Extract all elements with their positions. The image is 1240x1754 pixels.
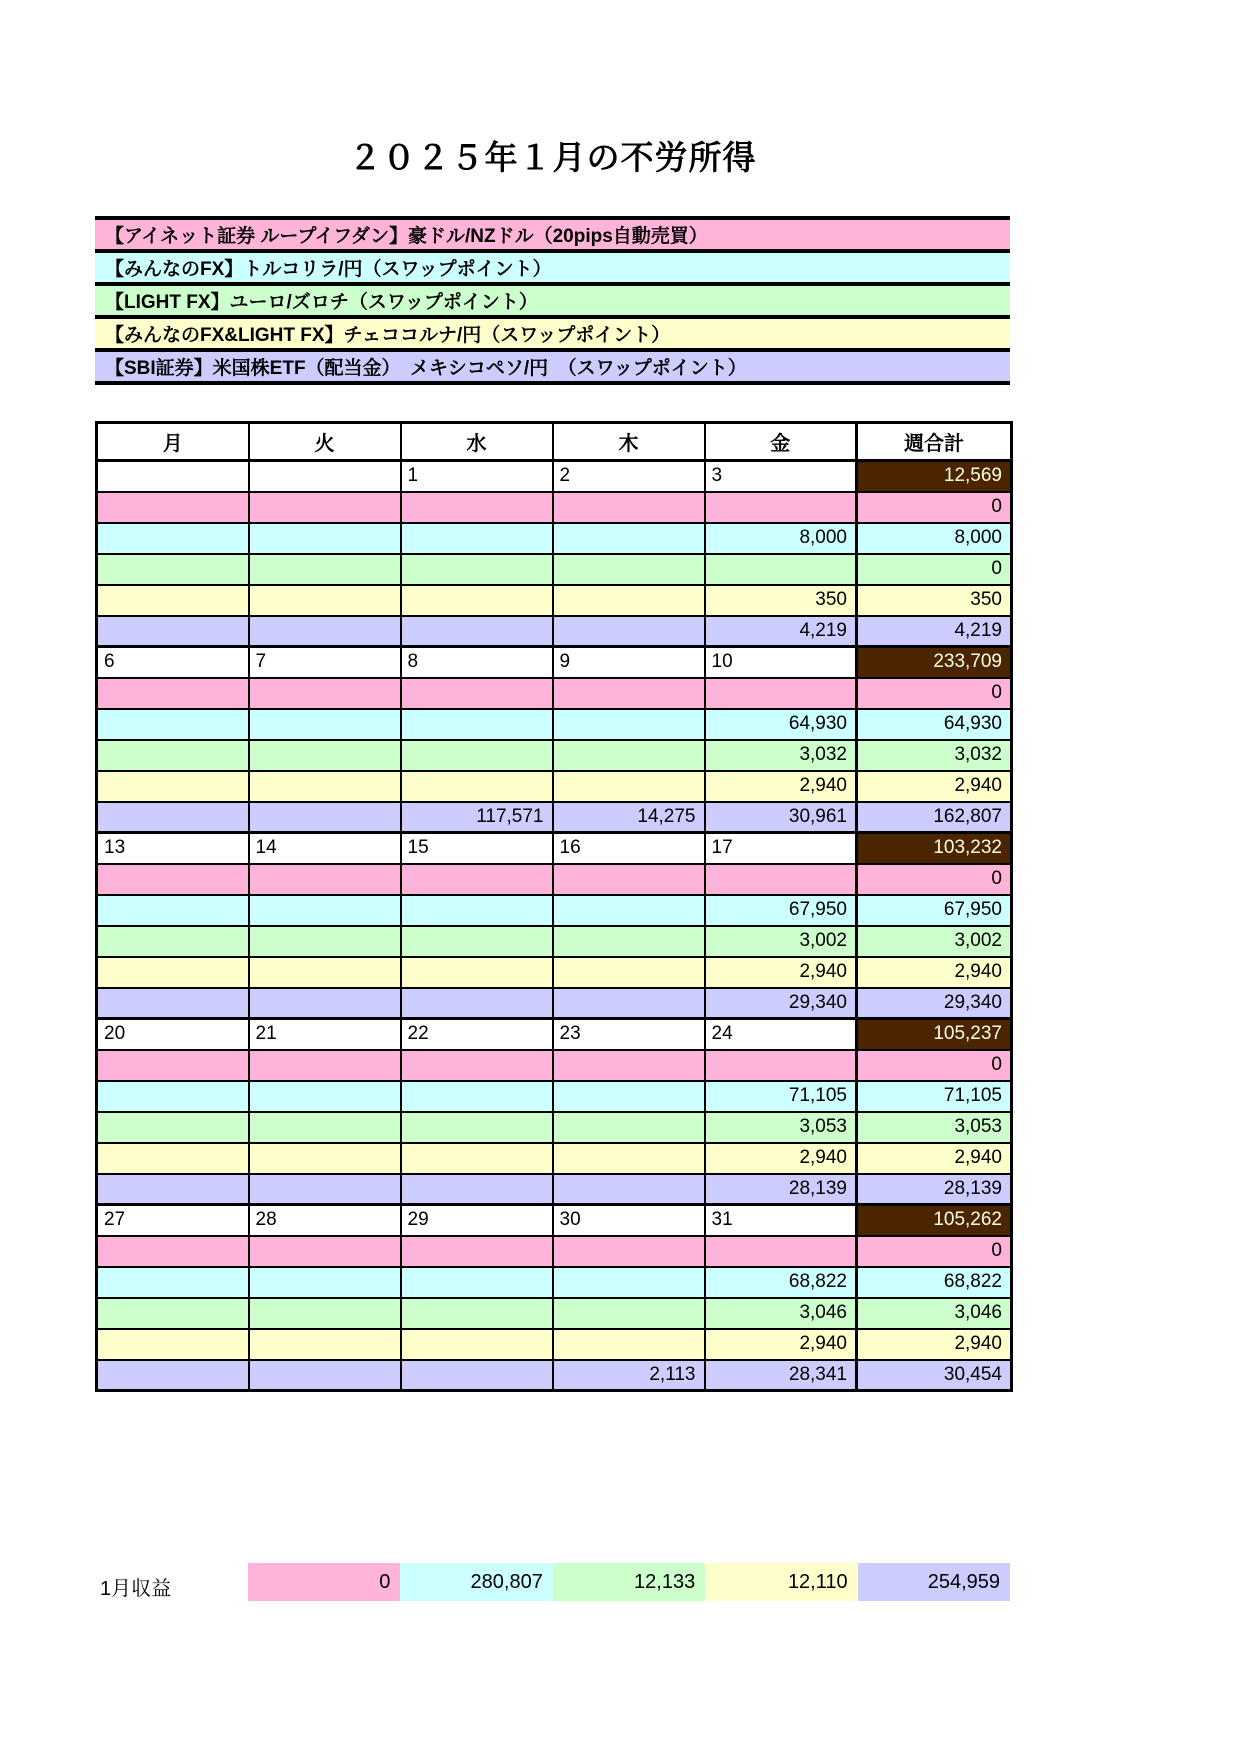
value-cell <box>97 492 249 523</box>
category-week-total-cell: 64,930 <box>857 709 1012 740</box>
value-cell <box>97 988 249 1019</box>
category-week-total-cell: 3,032 <box>857 740 1012 771</box>
value-cell <box>249 1236 401 1267</box>
value-cell: 2,113 <box>553 1360 705 1391</box>
value-cell <box>97 1143 249 1174</box>
value-cell <box>97 740 249 771</box>
week-total-cell: 103,232 <box>857 833 1012 864</box>
value-cell: 4,219 <box>705 616 857 647</box>
value-cell <box>401 616 553 647</box>
category-week-total-cell: 3,046 <box>857 1298 1012 1329</box>
weekday-header-mon: 月 <box>97 423 249 461</box>
value-cell: 3,002 <box>705 926 857 957</box>
day-cell: 22 <box>401 1019 553 1050</box>
value-cell <box>553 554 705 585</box>
value-cell <box>249 585 401 616</box>
day-cell: 14 <box>249 833 401 864</box>
value-cell <box>97 1174 249 1205</box>
day-cell: 2 <box>553 461 705 492</box>
weekday-header-thu: 木 <box>553 423 705 461</box>
weekday-header-tue: 火 <box>249 423 401 461</box>
day-cell: 21 <box>249 1019 401 1050</box>
value-cell <box>249 492 401 523</box>
value-cell <box>249 1298 401 1329</box>
week-3-light-fx-eur-pln-row <box>97 926 1012 957</box>
week-5-ainet-loop-ifdone-aud-nzd-row <box>97 1236 1012 1267</box>
weekday-header-row <box>97 423 1012 461</box>
value-cell <box>97 616 249 647</box>
day-cell: 3 <box>705 461 857 492</box>
value-cell <box>249 1050 401 1081</box>
value-cell <box>401 1329 553 1360</box>
value-cell <box>249 1112 401 1143</box>
week-5-day-row <box>97 1205 1012 1236</box>
monthly-total-sbi-us-etf-mxn-jpy: 254,959 <box>858 1563 1010 1601</box>
value-cell <box>401 1143 553 1174</box>
day-cell: 16 <box>553 833 705 864</box>
value-cell <box>97 926 249 957</box>
value-cell <box>705 864 857 895</box>
category-week-total-cell: 2,940 <box>857 1143 1012 1174</box>
week-2-minna-fx-try-jpy-row <box>97 709 1012 740</box>
category-week-total-cell: 4,219 <box>857 616 1012 647</box>
value-cell: 8,000 <box>705 523 857 554</box>
value-cell <box>553 616 705 647</box>
value-cell <box>401 864 553 895</box>
week-total-cell: 233,709 <box>857 647 1012 678</box>
value-cell <box>401 1050 553 1081</box>
value-cell <box>97 1050 249 1081</box>
week-4-light-fx-eur-pln-row <box>97 1112 1012 1143</box>
value-cell <box>401 926 553 957</box>
value-cell <box>249 1329 401 1360</box>
day-cell: 30 <box>553 1205 705 1236</box>
category-week-total-cell: 2,940 <box>857 771 1012 802</box>
value-cell <box>553 709 705 740</box>
day-cell: 9 <box>553 647 705 678</box>
value-cell: 28,341 <box>705 1360 857 1391</box>
value-cell <box>401 988 553 1019</box>
value-cell <box>401 709 553 740</box>
week-2-minna-light-fx-czk-jpy-row <box>97 771 1012 802</box>
category-week-total-cell: 3,053 <box>857 1112 1012 1143</box>
value-cell <box>553 895 705 926</box>
value-cell <box>97 1267 249 1298</box>
value-cell <box>553 988 705 1019</box>
monthly-total-minna-fx-try-jpy: 280,807 <box>400 1563 552 1601</box>
value-cell <box>401 895 553 926</box>
day-cell: 7 <box>249 647 401 678</box>
value-cell <box>249 554 401 585</box>
day-cell: 17 <box>705 833 857 864</box>
week-3-day-row <box>97 833 1012 864</box>
week-3-sbi-us-etf-mxn-jpy-row <box>97 988 1012 1019</box>
value-cell <box>553 1236 705 1267</box>
value-cell <box>553 1081 705 1112</box>
week-1-day-row <box>97 461 1012 492</box>
value-cell: 3,032 <box>705 740 857 771</box>
monthly-total-ainet-loop-ifdone: 0 <box>248 1563 400 1601</box>
value-cell <box>553 771 705 802</box>
week-1-minna-fx-try-jpy-row <box>97 523 1012 554</box>
week-1-ainet-loop-ifdone-aud-nzd-row <box>97 492 1012 523</box>
value-cell <box>97 1112 249 1143</box>
value-cell: 30,961 <box>705 802 857 833</box>
income-calendar-table <box>95 421 1013 1392</box>
weekday-header-wed: 水 <box>401 423 553 461</box>
category-week-total-cell: 3,002 <box>857 926 1012 957</box>
category-week-total-cell: 2,940 <box>857 957 1012 988</box>
week-4-minna-light-fx-czk-jpy-row <box>97 1143 1012 1174</box>
value-cell <box>249 709 401 740</box>
value-cell <box>705 554 857 585</box>
day-cell: 6 <box>97 647 249 678</box>
value-cell: 29,340 <box>705 988 857 1019</box>
value-cell: 67,950 <box>705 895 857 926</box>
day-cell: 29 <box>401 1205 553 1236</box>
value-cell: 68,822 <box>705 1267 857 1298</box>
value-cell <box>401 1360 553 1391</box>
value-cell: 2,940 <box>705 1143 857 1174</box>
value-cell <box>97 585 249 616</box>
week-5-light-fx-eur-pln-row <box>97 1298 1012 1329</box>
day-cell: 10 <box>705 647 857 678</box>
week-total-cell: 12,569 <box>857 461 1012 492</box>
week-3-ainet-loop-ifdone-aud-nzd-row <box>97 864 1012 895</box>
day-cell: 15 <box>401 833 553 864</box>
value-cell <box>97 678 249 709</box>
value-cell <box>553 864 705 895</box>
weekday-header-fri: 金 <box>705 423 857 461</box>
category-week-total-cell: 68,822 <box>857 1267 1012 1298</box>
week-2-light-fx-eur-pln-row <box>97 740 1012 771</box>
category-week-total-cell: 2,940 <box>857 1329 1012 1360</box>
category-week-total-cell: 0 <box>857 1050 1012 1081</box>
day-cell: 31 <box>705 1205 857 1236</box>
value-cell <box>97 554 249 585</box>
category-week-total-cell: 350 <box>857 585 1012 616</box>
legend-label: 【アイネット証券 ループイフダン】豪ドル/NZドル（20pips自動売買） <box>105 226 708 247</box>
value-cell <box>249 523 401 554</box>
value-cell: 14,275 <box>553 802 705 833</box>
value-cell: 350 <box>705 585 857 616</box>
value-cell <box>249 1143 401 1174</box>
week-1-light-fx-eur-pln-row <box>97 554 1012 585</box>
day-cell <box>249 461 401 492</box>
value-cell <box>401 678 553 709</box>
value-cell: 28,139 <box>705 1174 857 1205</box>
week-4-ainet-loop-ifdone-aud-nzd-row <box>97 1050 1012 1081</box>
category-legend <box>95 216 1010 385</box>
value-cell <box>249 678 401 709</box>
value-cell <box>249 1267 401 1298</box>
week-4-sbi-us-etf-mxn-jpy-row <box>97 1174 1012 1205</box>
monthly-income-totals <box>248 1563 1010 1601</box>
category-week-total-cell: 67,950 <box>857 895 1012 926</box>
day-cell: 13 <box>97 833 249 864</box>
value-cell <box>97 802 249 833</box>
week-3-minna-fx-try-jpy-row <box>97 895 1012 926</box>
week-5-sbi-us-etf-mxn-jpy-row <box>97 1360 1012 1391</box>
week-total-header: 週合計 <box>857 423 1012 461</box>
value-cell <box>553 740 705 771</box>
value-cell <box>401 554 553 585</box>
legend-item-minna-light-fx-czk-jpy <box>95 319 1010 352</box>
category-week-total-cell: 0 <box>857 1236 1012 1267</box>
day-cell: 1 <box>401 461 553 492</box>
value-cell <box>249 802 401 833</box>
week-5-minna-light-fx-czk-jpy-row <box>97 1329 1012 1360</box>
monthly-income-label: 1月収益 <box>100 1578 172 1600</box>
day-cell: 23 <box>553 1019 705 1050</box>
category-week-total-cell: 8,000 <box>857 523 1012 554</box>
monthly-total-minna-light-fx-czk-jpy: 12,110 <box>705 1563 857 1601</box>
value-cell <box>249 1081 401 1112</box>
value-cell <box>553 1143 705 1174</box>
value-cell: 64,930 <box>705 709 857 740</box>
value-cell: 71,105 <box>705 1081 857 1112</box>
day-cell <box>97 461 249 492</box>
value-cell <box>249 616 401 647</box>
value-cell <box>249 1174 401 1205</box>
category-week-total-cell: 0 <box>857 864 1012 895</box>
value-cell: 3,046 <box>705 1298 857 1329</box>
value-cell <box>401 1081 553 1112</box>
category-week-total-cell: 29,340 <box>857 988 1012 1019</box>
value-cell <box>97 1236 249 1267</box>
value-cell <box>553 1267 705 1298</box>
day-cell: 8 <box>401 647 553 678</box>
value-cell <box>401 585 553 616</box>
value-cell <box>553 1298 705 1329</box>
value-cell: 3,053 <box>705 1112 857 1143</box>
legend-item-light-fx-eur-pln <box>95 286 1010 319</box>
value-cell <box>249 864 401 895</box>
value-cell <box>249 1360 401 1391</box>
day-cell: 20 <box>97 1019 249 1050</box>
value-cell <box>401 1174 553 1205</box>
monthly-total-light-fx-eur-pln: 12,133 <box>553 1563 705 1601</box>
legend-label: 【SBI証券】米国株ETF（配当金） メキシコペソ/円 （スワップポイント） <box>105 358 747 379</box>
value-cell <box>401 740 553 771</box>
value-cell <box>553 1174 705 1205</box>
value-cell <box>401 492 553 523</box>
value-cell <box>553 585 705 616</box>
week-2-ainet-loop-ifdone-aud-nzd-row <box>97 678 1012 709</box>
value-cell <box>97 957 249 988</box>
week-total-cell: 105,262 <box>857 1205 1012 1236</box>
value-cell <box>249 740 401 771</box>
value-cell <box>249 926 401 957</box>
value-cell <box>249 771 401 802</box>
value-cell <box>705 1236 857 1267</box>
value-cell <box>401 771 553 802</box>
value-cell <box>553 957 705 988</box>
value-cell <box>97 864 249 895</box>
week-2-sbi-us-etf-mxn-jpy-row <box>97 802 1012 833</box>
week-4-day-row <box>97 1019 1012 1050</box>
category-week-total-cell: 162,807 <box>857 802 1012 833</box>
value-cell <box>401 1298 553 1329</box>
legend-item-ainet-loop-ifdone <box>95 220 1010 253</box>
value-cell <box>553 678 705 709</box>
value-cell <box>97 895 249 926</box>
week-total-cell: 105,237 <box>857 1019 1012 1050</box>
week-1-sbi-us-etf-mxn-jpy-row <box>97 616 1012 647</box>
legend-item-minna-fx-try-jpy <box>95 253 1010 286</box>
value-cell <box>249 988 401 1019</box>
category-week-total-cell: 0 <box>857 554 1012 585</box>
value-cell <box>97 1081 249 1112</box>
value-cell <box>401 523 553 554</box>
category-week-total-cell: 30,454 <box>857 1360 1012 1391</box>
value-cell <box>401 957 553 988</box>
week-3-minna-light-fx-czk-jpy-row <box>97 957 1012 988</box>
value-cell <box>553 1050 705 1081</box>
legend-label: 【みんなのFX&LIGHT FX】チェココルナ/円（スワップポイント） <box>105 325 671 346</box>
value-cell <box>553 1112 705 1143</box>
value-cell <box>97 709 249 740</box>
legend-label: 【LIGHT FX】ユーロ/ズロチ（スワップポイント） <box>105 292 538 313</box>
day-cell: 28 <box>249 1205 401 1236</box>
week-2-day-row <box>97 647 1012 678</box>
category-week-total-cell: 28,139 <box>857 1174 1012 1205</box>
category-week-total-cell: 0 <box>857 492 1012 523</box>
week-1-minna-light-fx-czk-jpy-row <box>97 585 1012 616</box>
day-cell: 24 <box>705 1019 857 1050</box>
value-cell <box>401 1267 553 1298</box>
legend-item-sbi-us-etf-mxn-jpy <box>95 352 1010 385</box>
day-cell: 27 <box>97 1205 249 1236</box>
value-cell <box>97 1360 249 1391</box>
value-cell <box>553 926 705 957</box>
value-cell: 2,940 <box>705 1329 857 1360</box>
value-cell: 117,571 <box>401 802 553 833</box>
value-cell <box>705 1050 857 1081</box>
value-cell <box>705 678 857 709</box>
value-cell <box>705 492 857 523</box>
value-cell <box>97 1298 249 1329</box>
value-cell <box>553 523 705 554</box>
value-cell <box>401 1112 553 1143</box>
value-cell <box>97 771 249 802</box>
value-cell <box>553 492 705 523</box>
category-week-total-cell: 0 <box>857 678 1012 709</box>
legend-label: 【みんなのFX】トルコリラ/円（スワップポイント） <box>105 259 552 280</box>
value-cell <box>249 895 401 926</box>
value-cell: 2,940 <box>705 771 857 802</box>
value-cell <box>97 523 249 554</box>
page-title: ２０２５年１月の不労所得 <box>348 139 757 176</box>
category-week-total-cell: 71,105 <box>857 1081 1012 1112</box>
value-cell <box>553 1329 705 1360</box>
value-cell <box>249 957 401 988</box>
value-cell <box>97 1329 249 1360</box>
value-cell <box>401 1236 553 1267</box>
value-cell: 2,940 <box>705 957 857 988</box>
week-5-minna-fx-try-jpy-row <box>97 1267 1012 1298</box>
week-4-minna-fx-try-jpy-row <box>97 1081 1012 1112</box>
